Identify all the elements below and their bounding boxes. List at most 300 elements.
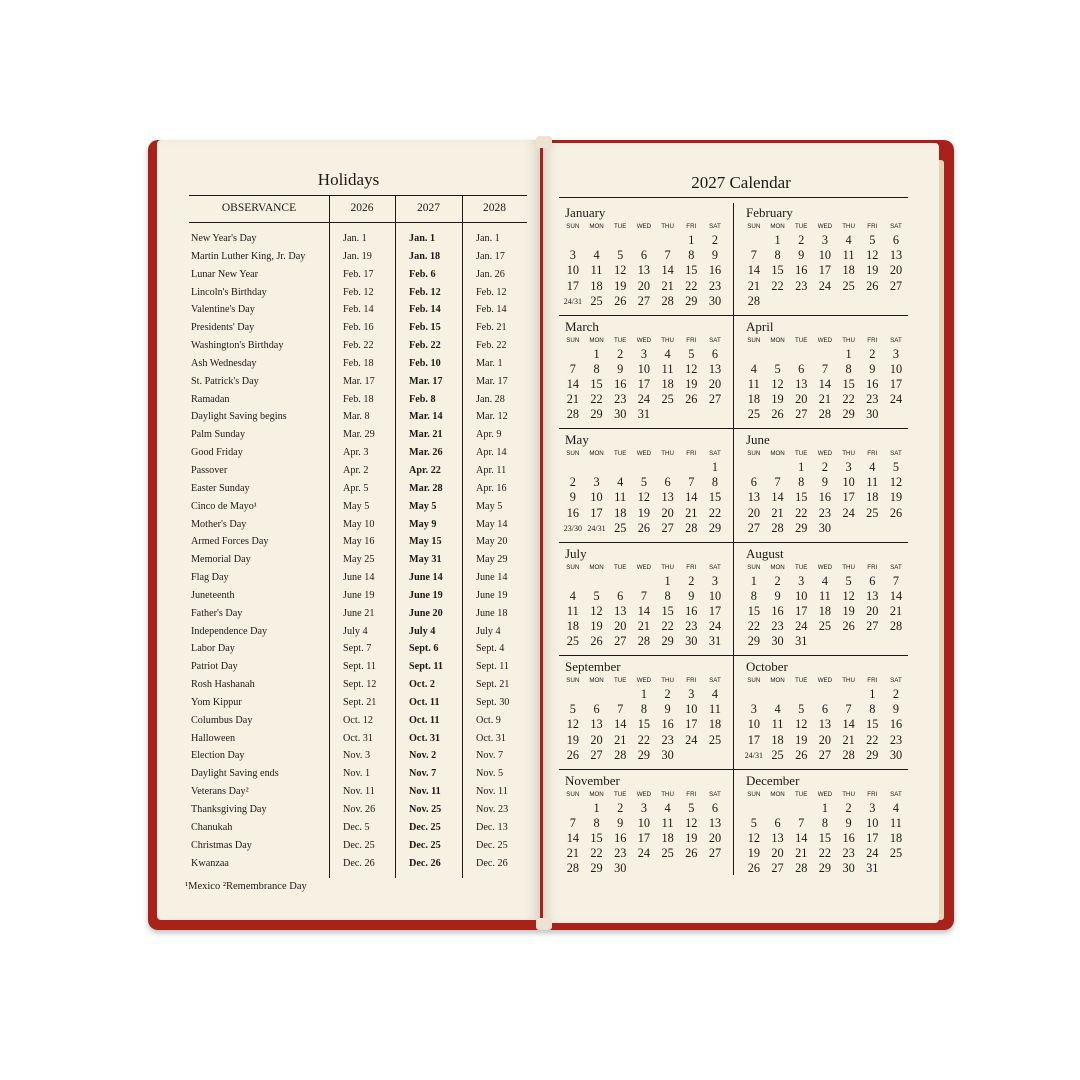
day-cell: 1 bbox=[845, 346, 852, 361]
day-cell: 27 bbox=[771, 861, 784, 876]
table-row bbox=[189, 501, 527, 519]
holidays-footnote: ¹Mexico ²Remembrance Day bbox=[185, 881, 307, 892]
day-cell: 1 bbox=[593, 800, 600, 815]
day-cell: 13 bbox=[708, 361, 722, 376]
day-cell: 6 bbox=[798, 361, 805, 376]
empty-cell bbox=[608, 574, 632, 589]
day-cell: 11 bbox=[866, 475, 879, 490]
empty-cell bbox=[766, 687, 790, 702]
weekday-label: FRI bbox=[686, 790, 697, 798]
day-cell: 24 bbox=[889, 392, 903, 407]
holiday-name: Columbus Day bbox=[191, 714, 253, 726]
day-cell: 11 bbox=[614, 490, 627, 505]
empty-cell bbox=[766, 801, 790, 816]
day-cell: 23 bbox=[708, 278, 722, 293]
day-cell: 15 bbox=[866, 717, 879, 732]
date-2028: Dec. 25 bbox=[476, 839, 508, 851]
day-cell: 30 bbox=[771, 634, 784, 649]
day-cell: 2 bbox=[798, 233, 805, 247]
day-cell: 5 bbox=[688, 800, 695, 815]
holiday-name: Halloween bbox=[191, 732, 236, 744]
date-2028: Feb. 22 bbox=[476, 340, 507, 352]
day-cell: 21 bbox=[685, 505, 698, 520]
table-row bbox=[189, 804, 527, 822]
day-cell: 4 bbox=[845, 233, 852, 247]
table-row bbox=[189, 483, 527, 501]
day-cell: 6 bbox=[869, 573, 876, 588]
day-cell: 4 bbox=[711, 687, 719, 701]
day-cell: 9 bbox=[821, 475, 828, 490]
header-observance: OBSERVANCE bbox=[221, 202, 297, 214]
empty-cell bbox=[656, 233, 680, 248]
weekday-header bbox=[742, 564, 908, 571]
weekday-label: THU bbox=[842, 677, 855, 684]
table-row bbox=[189, 251, 527, 269]
month-name: February bbox=[746, 205, 793, 220]
holiday-name: Cinco de Mayo¹ bbox=[191, 500, 257, 512]
date-2026: Jan. 19 bbox=[343, 250, 372, 262]
weekday-label: TUE bbox=[795, 563, 808, 571]
day-cell: 26 bbox=[685, 846, 698, 861]
day-cell: 12 bbox=[566, 717, 579, 732]
day-cell: 6 bbox=[892, 233, 900, 247]
date-2028: Mar. 17 bbox=[476, 375, 508, 387]
date-2028: Apr. 16 bbox=[476, 482, 507, 494]
table-row bbox=[189, 572, 527, 590]
table-row bbox=[189, 429, 527, 447]
date-2026: Feb. 18 bbox=[343, 393, 374, 405]
weekday-label: SAT bbox=[709, 677, 721, 684]
day-cell: 17 bbox=[866, 830, 879, 845]
day-grid bbox=[742, 347, 908, 423]
day-cell: 8 bbox=[750, 588, 757, 603]
day-cell: 24 bbox=[866, 846, 879, 861]
day-cell: 6 bbox=[711, 800, 719, 815]
holiday-name: St. Patrick's Day bbox=[191, 375, 259, 387]
day-cell: 22 bbox=[771, 278, 784, 293]
day-cell: 20 bbox=[708, 830, 722, 845]
day-cell: 23 bbox=[614, 392, 627, 407]
day-cell: 30 bbox=[614, 407, 627, 422]
day-cell: 23 bbox=[771, 619, 784, 634]
weekday-header bbox=[742, 791, 908, 798]
weekday-header bbox=[561, 223, 727, 230]
day-cell: 23 bbox=[866, 392, 879, 407]
day-cell: 20 bbox=[747, 505, 760, 520]
day-cell: 7 bbox=[664, 248, 671, 263]
day-cell: 12 bbox=[795, 717, 808, 732]
empty-cell bbox=[789, 347, 813, 362]
day-cell: 14 bbox=[685, 490, 698, 505]
date-2027: July 4 bbox=[409, 625, 436, 637]
day-cell: 31 bbox=[708, 634, 722, 649]
date-2027: Apr. 22 bbox=[409, 464, 441, 476]
date-2026: Mar. 29 bbox=[343, 429, 375, 441]
day-cell: 6 bbox=[711, 346, 719, 361]
table-row bbox=[189, 661, 527, 679]
holiday-name: Ramadan bbox=[191, 393, 230, 405]
weekday-header bbox=[742, 337, 908, 344]
table-row bbox=[189, 322, 527, 340]
table-row bbox=[189, 376, 527, 394]
table-row bbox=[189, 840, 527, 858]
day-cell: 2 bbox=[892, 687, 900, 701]
date-2026: June 21 bbox=[343, 607, 375, 619]
date-2027: Oct. 11 bbox=[409, 714, 440, 726]
day-cell: 13 bbox=[771, 830, 784, 845]
day-cell: 16 bbox=[795, 263, 808, 278]
day-cell: 4 bbox=[821, 573, 828, 588]
day-cell: 24/31 bbox=[744, 750, 763, 760]
day-cell: 10 bbox=[866, 815, 879, 830]
date-2026: July 4 bbox=[343, 625, 368, 637]
day-cell: 13 bbox=[614, 603, 627, 618]
month-november bbox=[561, 771, 731, 883]
date-2027: Dec. 26 bbox=[409, 857, 441, 869]
day-cell: 22 bbox=[818, 846, 832, 861]
weekday-label: MON bbox=[589, 677, 604, 684]
day-cell: 14 bbox=[614, 717, 627, 732]
date-2026: Dec. 5 bbox=[343, 821, 370, 833]
day-cell: 27 bbox=[661, 520, 674, 535]
day-cell: 7 bbox=[774, 475, 781, 490]
holiday-name: Election Day bbox=[191, 750, 245, 762]
day-cell: 25 bbox=[747, 407, 760, 422]
date-2026: June 19 bbox=[343, 589, 375, 601]
table-row bbox=[189, 411, 527, 429]
day-cell: 15 bbox=[661, 603, 674, 618]
weekday-label: SAT bbox=[890, 677, 902, 684]
weekday-label: SUN bbox=[747, 790, 761, 798]
weekday-label: TUE bbox=[795, 790, 808, 798]
day-cell: 12 bbox=[747, 830, 760, 845]
day-grid bbox=[561, 801, 727, 877]
day-cell: 18 bbox=[747, 392, 760, 407]
day-cell: 11 bbox=[771, 717, 784, 732]
day-cell: 11 bbox=[590, 263, 603, 278]
day-cell: 11 bbox=[709, 702, 721, 717]
table-row bbox=[189, 519, 527, 537]
empty-cell bbox=[632, 233, 656, 248]
month-name: September bbox=[565, 659, 621, 674]
date-2027: Nov. 2 bbox=[409, 750, 437, 762]
date-2028: Nov. 23 bbox=[476, 804, 509, 815]
day-cell: 11 bbox=[661, 815, 674, 830]
empty-cell bbox=[813, 687, 837, 702]
weekday-label: TUE bbox=[614, 563, 627, 571]
date-2026: May 25 bbox=[343, 554, 375, 566]
ribbon-bookmark bbox=[536, 918, 552, 930]
empty-cell bbox=[656, 460, 680, 475]
holiday-name: Passover bbox=[191, 464, 228, 476]
day-cell: 24/31 bbox=[563, 296, 582, 306]
day-cell: 4 bbox=[593, 248, 600, 263]
month-july bbox=[561, 544, 731, 656]
day-cell: 5 bbox=[593, 588, 600, 603]
date-2027: May 31 bbox=[409, 554, 442, 566]
weekday-label: SAT bbox=[890, 790, 902, 798]
date-2027: Feb. 14 bbox=[409, 304, 441, 316]
weekday-label: SUN bbox=[566, 790, 580, 798]
weekday-label: WED bbox=[636, 223, 652, 230]
day-cell: 30 bbox=[661, 747, 674, 762]
day-cell: 1 bbox=[688, 233, 695, 247]
holiday-name: Good Friday bbox=[191, 447, 243, 459]
month-october bbox=[742, 657, 912, 769]
day-cell: 19 bbox=[685, 376, 698, 391]
day-cell: 2 bbox=[664, 687, 671, 701]
day-cell: 28 bbox=[889, 619, 903, 634]
day-cell: 29 bbox=[590, 407, 603, 422]
empty-cell bbox=[789, 687, 813, 702]
table-row bbox=[189, 590, 527, 608]
day-cell: 29 bbox=[795, 520, 808, 535]
day-cell: 21 bbox=[747, 278, 760, 293]
weekday-label: MON bbox=[770, 677, 785, 684]
month-name: June bbox=[746, 432, 770, 447]
date-2028: Mar. 1 bbox=[476, 357, 503, 369]
weekday-label: WED bbox=[817, 563, 833, 571]
day-cell: 28 bbox=[685, 520, 698, 535]
day-cell: 22 bbox=[866, 732, 879, 747]
weekday-label: THU bbox=[661, 563, 674, 571]
day-cell: 27 bbox=[614, 634, 627, 649]
weekday-header bbox=[561, 337, 727, 344]
day-cell: 30 bbox=[818, 520, 832, 535]
table-row bbox=[189, 858, 527, 876]
empty-cell bbox=[766, 460, 790, 475]
day-cell: 9 bbox=[798, 248, 805, 263]
day-cell: 25 bbox=[566, 634, 579, 649]
weekday-header bbox=[561, 791, 727, 798]
weekday-label: SUN bbox=[566, 563, 580, 571]
weekday-label: MON bbox=[589, 563, 604, 571]
day-cell: 2 bbox=[821, 460, 828, 474]
day-cell: 18 bbox=[590, 278, 603, 293]
date-2026: Sept. 11 bbox=[343, 661, 377, 673]
holiday-name: Kwanzaa bbox=[191, 857, 229, 869]
empty-cell bbox=[608, 460, 632, 475]
month-may bbox=[561, 430, 731, 542]
day-cell: 8 bbox=[640, 702, 647, 717]
day-cell: 16 bbox=[614, 830, 627, 845]
day-cell: 8 bbox=[664, 588, 671, 603]
weekday-label: WED bbox=[817, 336, 833, 344]
day-cell: 28 bbox=[795, 861, 808, 876]
day-cell: 12 bbox=[771, 376, 784, 391]
weekday-label: THU bbox=[661, 336, 674, 344]
date-2026: Feb. 22 bbox=[343, 340, 374, 352]
day-cell: 20 bbox=[866, 603, 879, 618]
day-cell: 28 bbox=[771, 520, 784, 535]
day-cell: 5 bbox=[892, 460, 900, 474]
month-name: March bbox=[565, 318, 599, 334]
holiday-name: Ash Wednesday bbox=[191, 357, 257, 369]
day-cell: 19 bbox=[590, 619, 603, 634]
day-cell: 2 bbox=[688, 573, 695, 588]
day-cell: 26 bbox=[637, 520, 651, 535]
date-2027: Sept. 11 bbox=[409, 661, 443, 673]
day-cell: 25 bbox=[866, 505, 879, 520]
day-cell: 9 bbox=[869, 361, 876, 376]
day-cell: 4 bbox=[664, 800, 671, 815]
table-row bbox=[189, 786, 527, 804]
day-cell: 5 bbox=[640, 475, 647, 490]
day-cell: 3 bbox=[892, 346, 900, 361]
date-2028: Nov. 7 bbox=[476, 750, 504, 762]
day-cell: 21 bbox=[795, 846, 808, 861]
holiday-name: Martin Luther King, Jr. Day bbox=[191, 250, 306, 262]
day-cell: 3 bbox=[711, 573, 719, 588]
date-2028: Nov. 5 bbox=[476, 768, 504, 780]
day-grid bbox=[742, 801, 908, 877]
day-cell: 1 bbox=[869, 687, 876, 701]
weekday-label: SUN bbox=[566, 223, 580, 230]
calendar-column-divider bbox=[733, 203, 734, 875]
day-cell: 3 bbox=[640, 800, 647, 815]
day-cell: 11 bbox=[747, 376, 760, 391]
day-cell: 9 bbox=[774, 588, 781, 603]
month-row-rule bbox=[559, 428, 908, 429]
date-2028: Jan. 1 bbox=[476, 233, 500, 244]
holidays-table-header bbox=[189, 196, 527, 223]
empty-cell bbox=[837, 687, 861, 702]
day-cell: 26 bbox=[866, 278, 879, 293]
day-cell: 22 bbox=[842, 392, 855, 407]
day-cell: 5 bbox=[688, 346, 695, 361]
empty-cell bbox=[608, 233, 632, 248]
date-2028: Apr. 9 bbox=[476, 429, 502, 441]
day-cell: 26 bbox=[842, 619, 855, 634]
month-name: October bbox=[746, 659, 788, 674]
calendar-page bbox=[543, 143, 939, 923]
weekday-label: TUE bbox=[614, 336, 627, 344]
header-2027: 2027 bbox=[417, 202, 440, 214]
day-cell: 21 bbox=[771, 505, 784, 520]
day-cell: 25 bbox=[614, 520, 627, 535]
holiday-name: Chanukah bbox=[191, 821, 233, 833]
day-cell: 17 bbox=[795, 603, 808, 618]
day-cell: 26 bbox=[685, 392, 698, 407]
day-cell: 22 bbox=[661, 619, 674, 634]
day-cell: 17 bbox=[685, 717, 698, 732]
date-2027: Jan. 1 bbox=[409, 233, 436, 244]
date-2027: June 14 bbox=[409, 572, 443, 584]
weekday-label: THU bbox=[842, 450, 855, 457]
day-cell: 13 bbox=[889, 248, 903, 263]
weekday-label: FRI bbox=[686, 450, 697, 457]
day-cell: 4 bbox=[869, 460, 876, 474]
date-2027: Nov. 7 bbox=[409, 768, 437, 780]
day-cell: 25 bbox=[590, 293, 603, 308]
day-cell: 23 bbox=[614, 846, 627, 861]
day-cell: 17 bbox=[747, 732, 760, 747]
date-2028: Sept. 4 bbox=[476, 643, 505, 655]
month-april bbox=[742, 317, 912, 429]
weekday-label: SUN bbox=[566, 450, 580, 457]
day-cell: 23/30 bbox=[563, 523, 582, 533]
date-2026: Dec. 25 bbox=[343, 839, 375, 851]
date-2026: Nov. 11 bbox=[343, 786, 375, 798]
weekday-label: THU bbox=[661, 223, 674, 230]
date-2028: July 4 bbox=[476, 625, 501, 637]
weekday-label: FRI bbox=[867, 790, 878, 798]
date-2027: Feb. 12 bbox=[409, 286, 441, 298]
day-cell: 14 bbox=[842, 717, 855, 732]
date-2027: Mar. 14 bbox=[409, 411, 443, 423]
day-cell: 28 bbox=[661, 293, 674, 308]
day-grid bbox=[742, 574, 908, 650]
table-row bbox=[189, 536, 527, 554]
day-cell: 20 bbox=[614, 619, 627, 634]
day-cell: 22 bbox=[637, 732, 651, 747]
day-cell: 27 bbox=[708, 846, 722, 861]
day-cell: 12 bbox=[866, 248, 879, 263]
holiday-name: Yom Kippur bbox=[191, 696, 242, 708]
date-2026: Nov. 3 bbox=[343, 750, 371, 762]
day-cell: 11 bbox=[661, 361, 674, 376]
day-cell: 14 bbox=[818, 376, 832, 391]
day-cell: 30 bbox=[708, 293, 722, 308]
holiday-name: Washington's Birthday bbox=[191, 340, 284, 352]
day-cell: 7 bbox=[640, 588, 647, 603]
day-grid bbox=[742, 460, 908, 536]
day-cell: 25 bbox=[842, 278, 855, 293]
day-cell: 15 bbox=[795, 490, 808, 505]
table-row bbox=[189, 626, 527, 644]
table-row bbox=[189, 269, 527, 287]
date-2026: Dec. 26 bbox=[343, 857, 375, 869]
day-grid bbox=[561, 574, 727, 650]
day-cell: 7 bbox=[821, 361, 828, 376]
table-row bbox=[189, 750, 527, 768]
day-cell: 22 bbox=[590, 846, 603, 861]
table-row bbox=[189, 287, 527, 305]
empty-cell bbox=[561, 347, 585, 362]
day-cell: 10 bbox=[590, 490, 603, 505]
date-2026: Feb. 12 bbox=[343, 286, 374, 298]
day-cell: 10 bbox=[708, 588, 722, 603]
empty-cell bbox=[742, 347, 766, 362]
weekday-label: THU bbox=[661, 677, 674, 684]
day-cell: 1 bbox=[774, 233, 781, 247]
month-row-rule bbox=[559, 542, 908, 543]
weekday-label: WED bbox=[817, 790, 833, 798]
date-2026: Mar. 17 bbox=[343, 375, 375, 387]
day-cell: 30 bbox=[866, 407, 879, 422]
holiday-name: Labor Day bbox=[191, 643, 235, 655]
date-2027: Feb. 8 bbox=[409, 393, 436, 405]
weekday-label: FRI bbox=[686, 223, 697, 230]
date-2027: Feb. 10 bbox=[409, 357, 441, 369]
day-cell: 13 bbox=[708, 815, 722, 830]
holiday-name: Memorial Day bbox=[191, 554, 251, 566]
day-cell: 1 bbox=[664, 573, 671, 588]
day-cell: 26 bbox=[795, 747, 808, 762]
weekday-label: MON bbox=[770, 563, 785, 571]
day-cell: 5 bbox=[617, 248, 624, 263]
day-cell: 20 bbox=[889, 263, 903, 278]
weekday-label: TUE bbox=[795, 450, 808, 457]
empty-cell bbox=[585, 687, 609, 702]
day-cell: 29 bbox=[866, 747, 879, 762]
holiday-name: Daylight Saving ends bbox=[191, 768, 279, 780]
day-cell: 10 bbox=[795, 588, 808, 603]
day-cell: 8 bbox=[869, 702, 876, 717]
day-cell: 15 bbox=[708, 490, 722, 505]
day-cell: 18 bbox=[842, 263, 855, 278]
day-cell: 3 bbox=[845, 460, 852, 474]
